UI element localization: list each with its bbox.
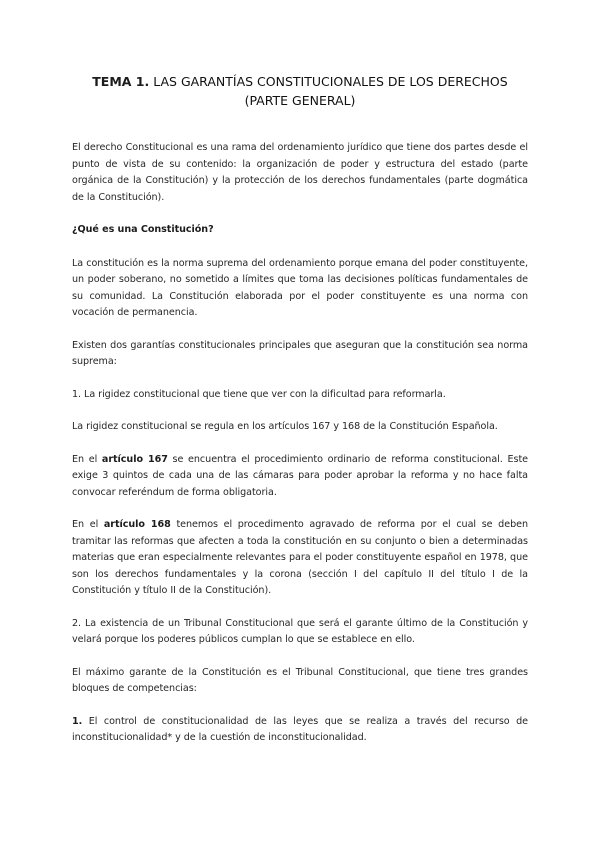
art167-text: se encuentra el procedimiento ordinario de reforma constitucional. Este exige 3 quintos de cada una de las cámaras para poder aprobar la reforma y no hace falta convocar referéndum de forma obligatoria. [72,453,529,498]
title-text: LAS GARANTÍAS CONSTITUCIONALES DE LOS DERECHOS (PARTE GENERAL) [149,74,508,108]
art168-bold: artículo 168 [103,519,171,530]
definition-paragraph: La constitución es la norma suprema del ordenamiento porque emana del poder constituyente, un poder soberano, no sometido a límites que toma las decisiones políticas fundamentales de su comunidad. La Constitución elaborada por el poder constituyente es una norma con vocación de permanencia. [72,257,528,318]
competence1-text: El control de constitucionalidad de las leyes que se realiza a través del recurso de inconstitucionalidad* y de la cuestión de inconstitucionalidad. [72,715,528,743]
section-heading: ¿Qué es una Constitución? [72,224,214,235]
art167-bold: artículo 167 [101,453,168,465]
competence-item-1 [72,714,528,747]
title-bold: TEMA 1. [92,74,150,89]
art168-text: tenemos el procedimento agravado de reforma por el cual se deben tramitar las reformas que afecten a toda la constitución en su conjunto o bien a determinadas materias que eran especialmente relevantes para el poder constituyente español en 1978, que son los derechos fundamentales y la corona (sección I del capítulo II del título I de la Constitución y título II de la Constitución). [72,519,528,596]
art167-prefix: En el [72,453,102,465]
art168-prefix: En el [72,519,104,530]
competence1-bold: 1. [72,715,83,727]
document-title [72,72,528,110]
tc-intro-paragraph: El máximo garante de la Constitución es el Tribunal Constitucional, que tiene tres grandes bloques de competencias: [72,666,528,694]
article-168-paragraph [72,517,528,600]
article-167-paragraph [72,452,528,502]
guarantee-item-1: 1. La rigidez constitucional que tiene que ver con la dificultad para reformarla. [72,388,446,400]
rigidity-paragraph: La rigidez constitucional se regula en los artículos 167 y 168 de la Constitución Española. [72,421,498,432]
guarantee-item-2: 2. La existencia de un Tribunal Constitucional que será el garante último de la Constitución y velará porque los poderes públicos cumplan lo que se establece en ello. [72,617,528,645]
guarantees-intro-paragraph: Existen dos garantías constitucionales principales que aseguran que la constitución sea norma suprema: [72,339,528,367]
intro-paragraph: El derecho Constitucional es una rama del ordenamiento jurídico que tiene dos partes desde el punto de vista de su contenido: la organización de poder y estructura del estado (parte orgánica de la Constitución) y la protección de los derechos fundamentales (parte dogmática de la Constitución). [72,142,528,203]
